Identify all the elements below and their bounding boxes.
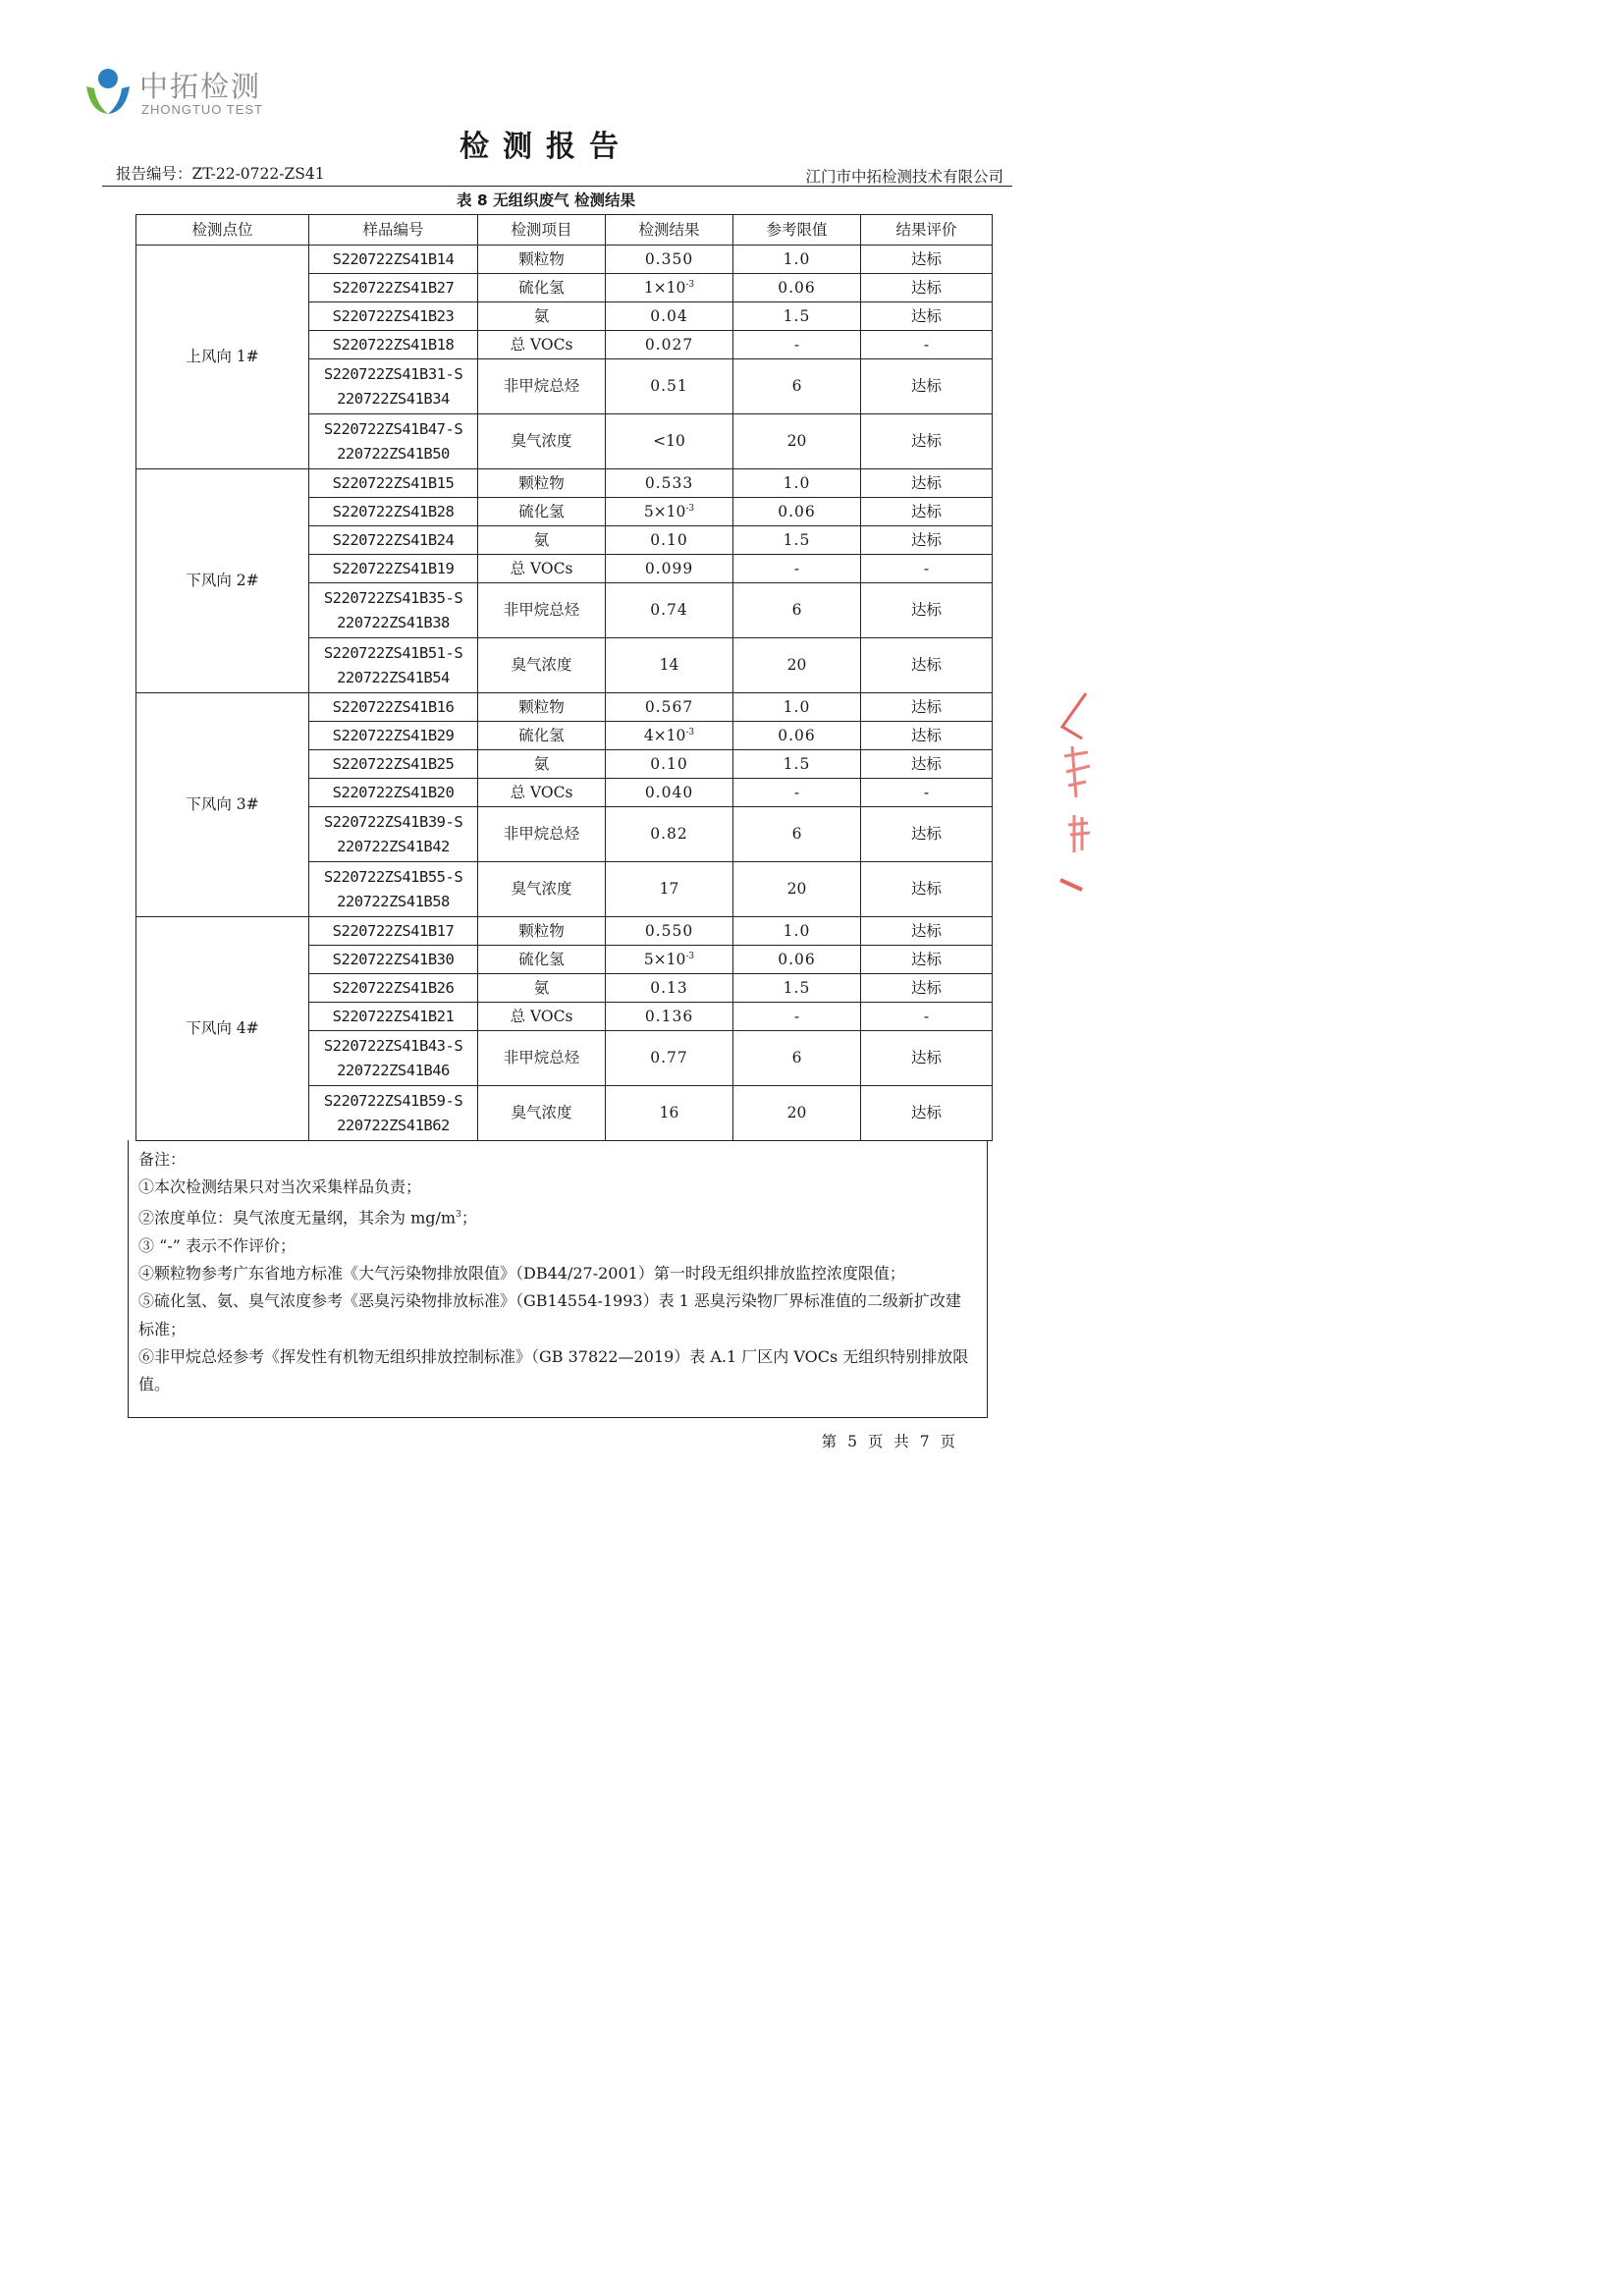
page-number: 第 5 页 共 7 页 — [821, 1433, 958, 1450]
note-item: ④颗粒物参考广东省地方标准《大气污染物排放限值》（DB44/27-2001）第一时段无组织排放监控浓度限值； — [138, 1264, 905, 1284]
sample-id: S220722ZS41B21 — [309, 1003, 478, 1031]
reference-limit: 6 — [733, 807, 861, 862]
evaluation: - — [861, 555, 993, 583]
location-cell: 上风向 1# — [136, 246, 309, 469]
sample-id: S220722ZS41B28 — [309, 498, 478, 526]
location-cell: 下风向 3# — [136, 693, 309, 917]
evaluation: 达标 — [861, 807, 993, 862]
test-item: 颗粒物 — [478, 693, 606, 722]
test-result: 0.51 — [606, 359, 733, 414]
test-result: 0.533 — [606, 469, 733, 498]
test-result: 0.74 — [606, 583, 733, 638]
evaluation: 达标 — [861, 302, 993, 331]
test-result: 0.136 — [606, 1003, 733, 1031]
notes-heading: 备注： — [138, 1150, 187, 1169]
evaluation: - — [861, 1003, 993, 1031]
test-result: 0.099 — [606, 555, 733, 583]
test-result: $5\times 10^{-3}$ — [606, 946, 733, 974]
note-item: ⑥非甲烷总烃参考《挥发性有机物无组织排放控制标准》（GB 37822—2019）表 A.1 厂区内 VOCs 无组织特别排放限值。 — [138, 1346, 969, 1394]
test-result: 0.10 — [606, 526, 733, 555]
seal-stamp-icon — [1053, 687, 1092, 898]
test-item: 臭气浓度 — [478, 1086, 606, 1141]
sample-id: S220722ZS41B25 — [309, 750, 478, 779]
test-item: 臭气浓度 — [478, 414, 606, 469]
report-title: 检测报告 — [460, 130, 632, 164]
note-item: ②浓度单位：臭气浓度无量纲，其余为 $mg/m^3$； — [138, 1208, 477, 1228]
sample-id: S220722ZS41B18 — [309, 331, 478, 359]
evaluation: 达标 — [861, 583, 993, 638]
table-row — [136, 469, 993, 498]
evaluation: 达标 — [861, 862, 993, 917]
sample-id: S220722ZS41B27 — [309, 274, 478, 302]
test-item: 非甲烷总烃 — [478, 807, 606, 862]
col-header-eval: 结果评价 — [861, 215, 993, 246]
col-header-item: 检测项目 — [478, 215, 606, 246]
location-cell: 下风向 4# — [136, 917, 309, 1141]
sample-id-range: S220722ZS41B31-S 220722ZS41B34 — [309, 359, 478, 414]
evaluation: 达标 — [861, 1031, 993, 1086]
test-item: 硫化氢 — [478, 722, 606, 750]
reference-limit: 0.06 — [733, 946, 861, 974]
table-row — [136, 246, 993, 274]
reference-limit: 1.0 — [733, 693, 861, 722]
table-row — [136, 917, 993, 946]
test-item: 总 VOCs — [478, 331, 606, 359]
test-result: $5\times 10^{-3}$ — [606, 498, 733, 526]
evaluation: 达标 — [861, 526, 993, 555]
reference-limit: 1.0 — [733, 469, 861, 498]
test-result: 0.040 — [606, 779, 733, 807]
reference-limit: 1.5 — [733, 302, 861, 331]
test-item: 硫化氢 — [478, 498, 606, 526]
test-item: 颗粒物 — [478, 469, 606, 498]
test-item: 硫化氢 — [478, 946, 606, 974]
sample-id: S220722ZS41B26 — [309, 974, 478, 1003]
reference-limit: 0.06 — [733, 722, 861, 750]
reference-limit: 1.5 — [733, 974, 861, 1003]
reference-limit: - — [733, 779, 861, 807]
sample-id: S220722ZS41B20 — [309, 779, 478, 807]
sample-id: S220722ZS41B30 — [309, 946, 478, 974]
sample-id-range: S220722ZS41B51-S 220722ZS41B54 — [309, 638, 478, 693]
test-result: 14 — [606, 638, 733, 693]
evaluation: 达标 — [861, 750, 993, 779]
test-item: 非甲烷总烃 — [478, 359, 606, 414]
evaluation: - — [861, 779, 993, 807]
evaluation: 达标 — [861, 917, 993, 946]
reference-limit: 20 — [733, 638, 861, 693]
header-divider — [102, 186, 1012, 187]
test-result: $4\times 10^{-3}$ — [606, 722, 733, 750]
logo-text-en: ZHONGTUO TEST — [141, 102, 263, 117]
report-number: 报告编号：ZT-22-0722-ZS41 — [116, 165, 325, 183]
test-result: 0.550 — [606, 917, 733, 946]
reference-limit: 1.0 — [733, 917, 861, 946]
sample-id-range: S220722ZS41B39-S 220722ZS41B42 — [309, 807, 478, 862]
reference-limit: 0.06 — [733, 274, 861, 302]
test-result: 0.77 — [606, 1031, 733, 1086]
sample-id-range: S220722ZS41B55-S 220722ZS41B58 — [309, 862, 478, 917]
test-item: 总 VOCs — [478, 1003, 606, 1031]
company-name: 江门市中拓检测技术有限公司 — [805, 168, 1003, 186]
company-logo — [82, 65, 308, 120]
test-result: 0.82 — [606, 807, 733, 862]
evaluation: 达标 — [861, 638, 993, 693]
test-item: 非甲烷总烃 — [478, 1031, 606, 1086]
sample-id: S220722ZS41B15 — [309, 469, 478, 498]
table-caption: 表 8 无组织废气 检测结果 — [457, 191, 635, 209]
evaluation: 达标 — [861, 414, 993, 469]
col-header-sample: 样品编号 — [309, 215, 478, 246]
test-result: 17 — [606, 862, 733, 917]
test-item: 硫化氢 — [478, 274, 606, 302]
evaluation: 达标 — [861, 274, 993, 302]
note-item: ③ “-” 表示不作评价； — [138, 1235, 296, 1255]
sample-id-range: S220722ZS41B47-S 220722ZS41B50 — [309, 414, 478, 469]
test-result: 0.10 — [606, 750, 733, 779]
sample-id: S220722ZS41B29 — [309, 722, 478, 750]
reference-limit: 6 — [733, 359, 861, 414]
evaluation: 达标 — [861, 359, 993, 414]
test-result: 0.04 — [606, 302, 733, 331]
test-result: <10 — [606, 414, 733, 469]
reference-limit: - — [733, 555, 861, 583]
sample-id-range: S220722ZS41B43-S 220722ZS41B46 — [309, 1031, 478, 1086]
test-result: 0.350 — [606, 246, 733, 274]
evaluation: 达标 — [861, 1086, 993, 1141]
location-cell: 下风向 2# — [136, 469, 309, 693]
reference-limit: 20 — [733, 414, 861, 469]
reference-limit: 20 — [733, 1086, 861, 1141]
sample-id: S220722ZS41B16 — [309, 693, 478, 722]
evaluation: 达标 — [861, 974, 993, 1003]
note-item: ⑤硫化氢、氨、臭气浓度参考《恶臭污染物排放标准》（GB14554-1993）表 1 恶臭污染物厂界标准值的二级新扩改建标准； — [138, 1291, 961, 1339]
note-item: ①本次检测结果只对当次采集样品负责； — [138, 1177, 422, 1197]
test-item: 颗粒物 — [478, 246, 606, 274]
logo-text-cn: 中拓检测 — [139, 70, 262, 103]
reference-limit: 0.06 — [733, 498, 861, 526]
evaluation: 达标 — [861, 469, 993, 498]
test-result: 16 — [606, 1086, 733, 1141]
reference-limit: 20 — [733, 862, 861, 917]
sample-id-range: S220722ZS41B59-S 220722ZS41B62 — [309, 1086, 478, 1141]
evaluation: 达标 — [861, 946, 993, 974]
logo-mark-icon — [82, 65, 134, 118]
evaluation: - — [861, 331, 993, 359]
reference-limit: - — [733, 1003, 861, 1031]
sample-id: S220722ZS41B14 — [309, 246, 478, 274]
table-header-row — [136, 215, 993, 246]
sample-id: S220722ZS41B24 — [309, 526, 478, 555]
test-result: $1\times 10^{-3}$ — [606, 274, 733, 302]
evaluation: 达标 — [861, 693, 993, 722]
test-item: 氨 — [478, 302, 606, 331]
table-row — [136, 693, 993, 722]
evaluation: 达标 — [861, 722, 993, 750]
test-item: 氨 — [478, 526, 606, 555]
sample-id: S220722ZS41B19 — [309, 555, 478, 583]
col-header-location: 检测点位 — [136, 215, 309, 246]
reference-limit: 1.0 — [733, 246, 861, 274]
col-header-limit: 参考限值 — [733, 215, 861, 246]
test-item: 总 VOCs — [478, 779, 606, 807]
reference-limit: 1.5 — [733, 750, 861, 779]
test-item: 颗粒物 — [478, 917, 606, 946]
sample-id: S220722ZS41B23 — [309, 302, 478, 331]
test-item: 氨 — [478, 974, 606, 1003]
reference-limit: 6 — [733, 1031, 861, 1086]
sample-id-range: S220722ZS41B35-S 220722ZS41B38 — [309, 583, 478, 638]
evaluation: 达标 — [861, 498, 993, 526]
test-item: 氨 — [478, 750, 606, 779]
test-item: 总 VOCs — [478, 555, 606, 583]
test-result: 0.027 — [606, 331, 733, 359]
test-result: 0.567 — [606, 693, 733, 722]
test-item: 非甲烷总烃 — [478, 583, 606, 638]
test-item: 臭气浓度 — [478, 638, 606, 693]
reference-limit: 1.5 — [733, 526, 861, 555]
sample-id: S220722ZS41B17 — [309, 917, 478, 946]
reference-limit: - — [733, 331, 861, 359]
reference-limit: 6 — [733, 583, 861, 638]
test-item: 臭气浓度 — [478, 862, 606, 917]
results-table — [135, 214, 993, 1141]
notes-box — [128, 1140, 988, 1418]
evaluation: 达标 — [861, 246, 993, 274]
col-header-result: 检测结果 — [606, 215, 733, 246]
test-result: 0.13 — [606, 974, 733, 1003]
